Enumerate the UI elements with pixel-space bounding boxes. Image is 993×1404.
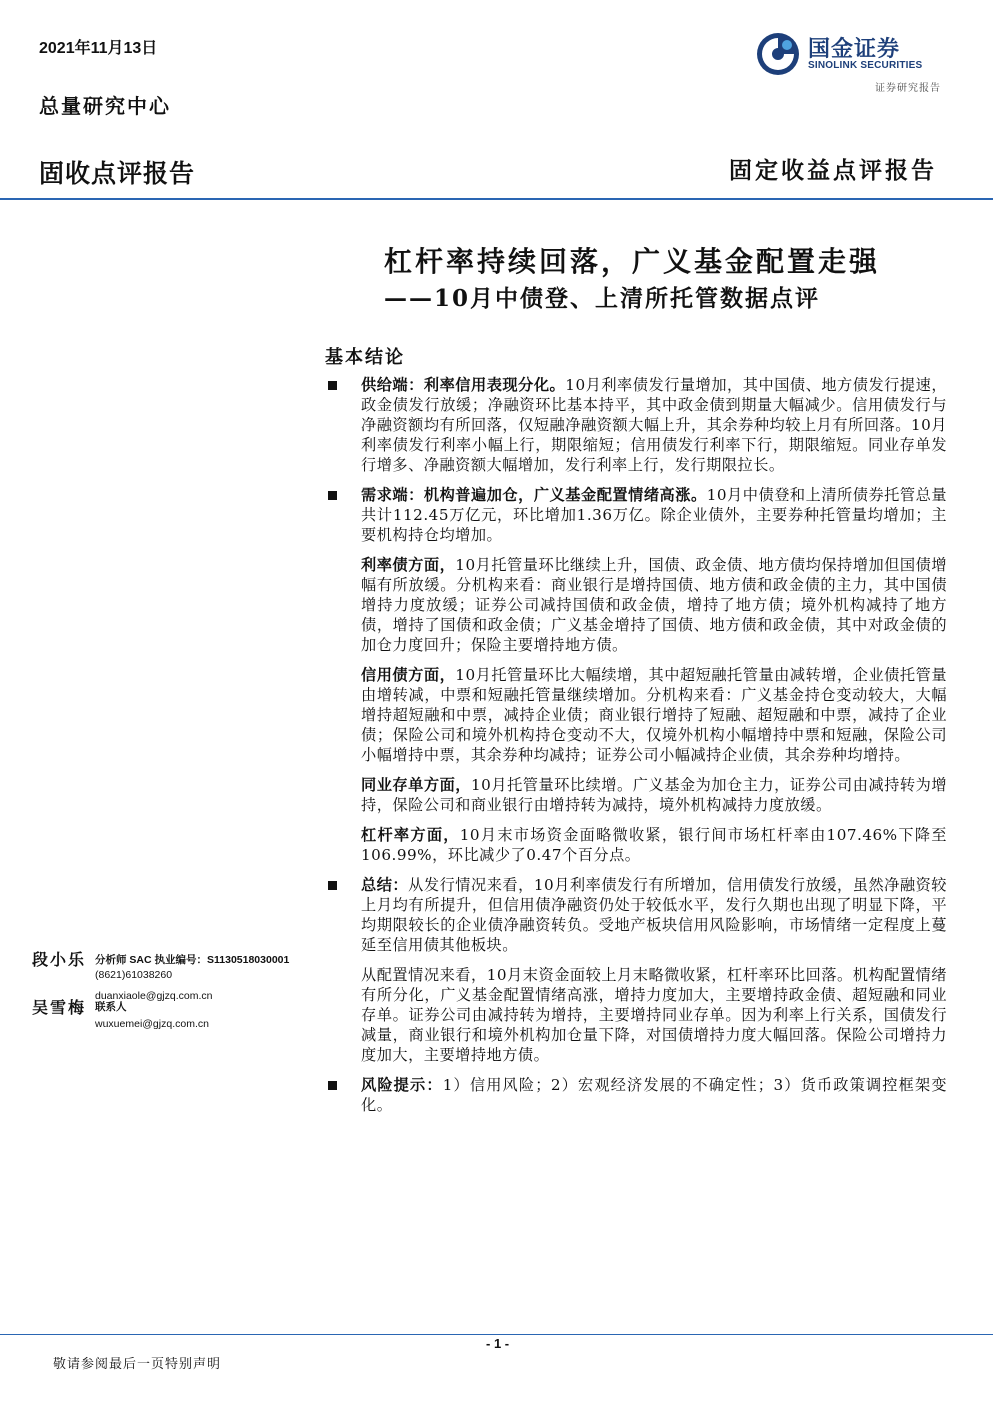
bullet-risk <box>325 1075 947 1115</box>
sub-label: 杠杆率方面， <box>361 826 460 844</box>
sub-paragraph <box>361 825 947 865</box>
sub-paragraph-credit <box>325 665 947 765</box>
section-heading: 基本结论 <box>325 347 405 368</box>
logo-mark-icon <box>756 32 800 76</box>
sub-paragraph-leverage <box>325 825 947 865</box>
header-divider <box>0 198 993 200</box>
footer-disclaimer: 敬请参阅最后一页特别声明 <box>53 1357 222 1372</box>
bullet-paragraph <box>361 875 947 955</box>
sub-text: 10月末市场资金面略微收紧，银行间市场杠杆率由107.46%下降至106.99%，环比减少了0.47个百分点。 <box>361 826 947 864</box>
main-content <box>325 375 947 1125</box>
research-center-name: 总量研究中心 <box>39 94 171 118</box>
bullet-square-icon <box>328 491 337 500</box>
bullet-label: 总结： <box>361 876 409 894</box>
bullet-label: 风险提示： <box>361 1076 443 1094</box>
sub-label: 同业存单方面， <box>361 776 471 794</box>
sub-paragraph <box>361 665 947 765</box>
page-number: - 1 - <box>486 1336 510 1351</box>
analyst-name: 段小乐 <box>32 950 87 969</box>
analyst-name: 吴雪梅 <box>32 998 87 1017</box>
bullet-square-icon <box>328 1081 337 1090</box>
logo-chinese-name: 国金证券 <box>808 36 901 61</box>
sub-text: 10月托管量环比续增。广义基金为加仓主力，证券公司由减持转为增持，保险公司和商业银行由增持转为减持，境外机构减持力度放缓。 <box>361 776 948 814</box>
bullet-summary <box>325 875 947 955</box>
sub-paragraph <box>361 555 947 655</box>
bullet-demand <box>325 485 947 545</box>
bullet-label: 供给端：利率信用表现分化。 <box>361 376 566 394</box>
bullet-square-icon <box>328 881 337 890</box>
report-date: 2021年11月13日 <box>39 40 158 57</box>
report-subtitle: ——10月中债登、上清所托管数据点评 <box>384 285 821 312</box>
logo-english-name: SINOLINK SECURITIES <box>808 60 923 71</box>
sub-text: 10月托管量环比大幅续增，其中超短融托管量由减转增，企业债托管量由增转减，中票和短融托管量继续增加。分机构来看：广义基金持仓变动较大，大幅增持超短融和中票，减持企业债；商业银行增持了短融、超短融和中票，减持了企业债；保险公司和境外机构持仓变动不大，仅境外机构小幅增持中票和短融，保险公司小幅增持中票，其余券种均减持；证券公司小幅减持企业债，其余券种均增持。 <box>361 666 947 764</box>
analyst-email[interactable]: duanxiaole@gjzq.com.cn <box>95 990 213 1002</box>
sub-label: 信用债方面， <box>361 666 456 684</box>
company-logo <box>756 32 946 76</box>
report-title: 杠杆率持续回落，广义基金配置走强 <box>384 245 881 278</box>
analyst-role: 联系人 <box>95 1001 127 1013</box>
sub-paragraph-ncd <box>325 775 947 815</box>
report-type-right: 固定收益点评报告 <box>729 157 937 184</box>
sub-paragraph: 从配置情况来看，10月末资金面较上月末略微收紧，杠杆率环比回落。机构配置情绪有所分化，广义基金配置情绪高涨，增持力度加大，主要增持政金债、超短融和同业存单。证券公司由减持转为增持，主要增持同业存单。因为利率上行关系，国债发行减量，商业银行和境外机构加仓量下降，对国债增持力度大幅回落。保险公司增持力度加大，主要增持地方债。 <box>361 966 947 1064</box>
analyst-phone: (8621)61038260 <box>95 968 173 981</box>
analyst-info <box>95 1000 310 1031</box>
summary-allocation <box>325 965 947 1065</box>
bullet-paragraph <box>361 375 947 475</box>
analyst-role: 分析师 SAC 执业编号：S1130518030001 <box>95 954 290 966</box>
bullet-paragraph <box>361 485 947 545</box>
bullet-text: 1）信用风险；2）宏观经济发展的不确定性；3）货币政策调控框架变化。 <box>361 1076 948 1114</box>
sub-paragraph <box>361 775 947 815</box>
bullet-square-icon <box>328 381 337 390</box>
sub-text: 10月托管量环比继续上升，国债、政金债、地方债均保持增加但国债增幅有所放缓。分机构来看：商业银行是增持国债、地方债和政金债的主力，其中国债增持力度放缓；证券公司减持国债和政金债，增持了地方债；境外机构减持了地方债，增持了国债和政金债；广义基金增持了国债、地方债和政金债，其中对政金债的加仓力度回升；保险主要增持地方债。 <box>361 556 947 654</box>
bullet-text: 从发行情况来看，10月利率债发行有所增加，信用债发行放缓，虽然净融资较上月均有所提升，但信用债净融资仍处于较低水平，发行久期也出现了明显下降，平均期限较长的企业债净融资转负。受地产板块信用风险影响，市场情绪一定程度上蔓延至信用债其他板块。 <box>361 876 947 954</box>
bullet-paragraph <box>361 1075 947 1115</box>
analyst-info <box>95 953 310 1004</box>
bullet-label: 需求端：机构普遍加仓，广义基金配置情绪高涨。 <box>361 486 707 504</box>
report-category-label: 证券研究报告 <box>875 83 941 94</box>
analyst-email[interactable]: wuxuemei@gjzq.com.cn <box>95 1017 209 1030</box>
bullet-text: 10月利率债发行量增加，其中国债、地方债发行提速，政金债发行放缓；净融资环比基本持平，其中政金债到期量大幅减少。信用债发行与净融资额均有所回落，仅短融净融资额大幅上升，其余券种均较上月有所回落。10月利率债发行利率小幅上行，期限缩短；信用债发行利率下行，期限缩短。同业存单发行增多、净融资额大幅增加，发行利率上行，发行期限拉长。 <box>361 376 948 474</box>
bullet-text: 10月中债登和上清所债券托管总量共计112.45万亿元，环比增加1.36万亿。除企业债外，主要券种托管量均增加；主要机构持仓均增加。 <box>361 486 948 544</box>
footer-divider <box>0 1334 993 1335</box>
sub-label: 利率债方面， <box>361 556 456 574</box>
sub-paragraph-rates <box>325 555 947 655</box>
bullet-supply <box>325 375 947 475</box>
report-type-left: 固收点评报告 <box>39 160 196 188</box>
